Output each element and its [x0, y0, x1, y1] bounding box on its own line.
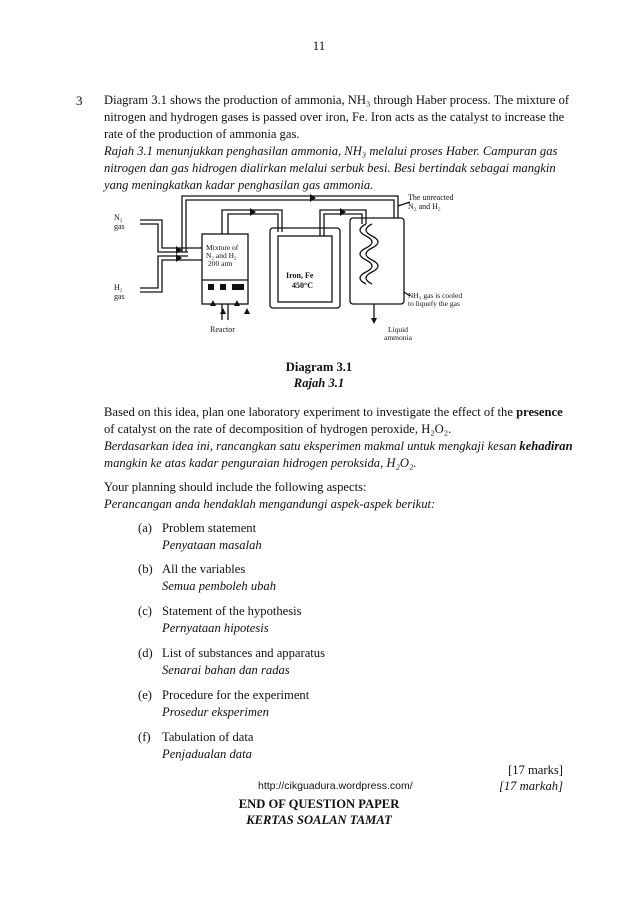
marks-english: [17 marks]: [508, 763, 563, 777]
label-h2-gas: H₂ gas: [114, 283, 125, 301]
label-nh3-cooled: NH₃ gas is cooled to liquefy the gas: [408, 291, 463, 308]
end-of-paper-malay: KERTAS SOALAN TAMAT: [246, 813, 392, 827]
haber-process-diagram: [110, 188, 480, 348]
aspect-item-d: (d) List of substances and apparatus Senarai bahan dan radas: [138, 646, 325, 677]
label-reactor: Reactor: [210, 325, 235, 334]
aspect-item-b: (b) All the variables Semua pemboleh ubah: [138, 562, 277, 593]
diagram-caption-english: Diagram 3.1: [285, 360, 353, 374]
question-intro-english: Diagram 3.1 shows the production of ammonia, NH₃ through Haber process. The mixture of nitrogen and hydrogen gases is passed over iron, Fe. Iron acts as the catalyst to increase the rate of the production of ammonia gas.: [104, 93, 570, 141]
label-mixture: Mixture of N₂ and H₂ 200 atm: [206, 243, 239, 268]
source-url: http://cikguadura.wordpress.com/: [258, 780, 413, 792]
label-iron-catalyst: Iron, Fe 450°C: [286, 271, 314, 290]
aspects-intro-malay: Perancangan anda hendaklah mengandungi aspek-aspek berikut:: [104, 497, 436, 511]
question-intro-malay: Rajah 3.1 menunjukkan penghasilan ammonia, NH₃ melalui proses Haber. Campuran gas nitrogen dan gas hidrogen dialirkan melalui serbuk besi. Besi bertindak sebagai mangkin yang meningkatkan kadar penghasilan gas ammonia.: [104, 144, 558, 192]
aspect-item-e: (e) Procedure for the experiment Prosedur eksperimen: [138, 688, 310, 719]
plan-instruction-malay: Berdasarkan idea ini, rancangkan satu eksperimen makmal untuk mengkaji kesan kehadiran mangkin ke atas kadar penguraian hidrogen peroksida, H₂O₂.: [104, 439, 573, 470]
aspects-intro-english: Your planning should include the following aspects:: [104, 480, 367, 494]
aspect-item-f: (f) Tabulation of data Penjadualan data: [138, 730, 254, 761]
page-number: 11: [312, 38, 326, 53]
aspect-item-c: (c) Statement of the hypothesis Pernyataan hipotesis: [138, 604, 302, 635]
marks-malay: [17 markah]: [498, 779, 563, 793]
presence-emphasis: presence: [516, 405, 563, 419]
label-unreacted: The unreacted N₂ and H₂: [408, 193, 454, 211]
kehadiran-emphasis: kehadiran: [519, 439, 573, 453]
diagram-caption-malay: Rajah 3.1: [293, 376, 345, 390]
end-of-paper-english: END OF QUESTION PAPER: [238, 797, 400, 811]
label-n2-gas: N₂ gas: [114, 213, 125, 231]
plan-instruction-english: Based on this idea, plan one laboratory experiment to investigate the effect of the presence of catalyst on the rate of decomposition of hydrogen peroxide, H₂O₂.: [104, 405, 563, 436]
label-liquid-ammonia: Liquid ammonia: [384, 325, 412, 342]
question-number: 3: [76, 93, 83, 108]
aspect-item-a: (a) Problem statement Penyataan masalah: [138, 521, 262, 552]
